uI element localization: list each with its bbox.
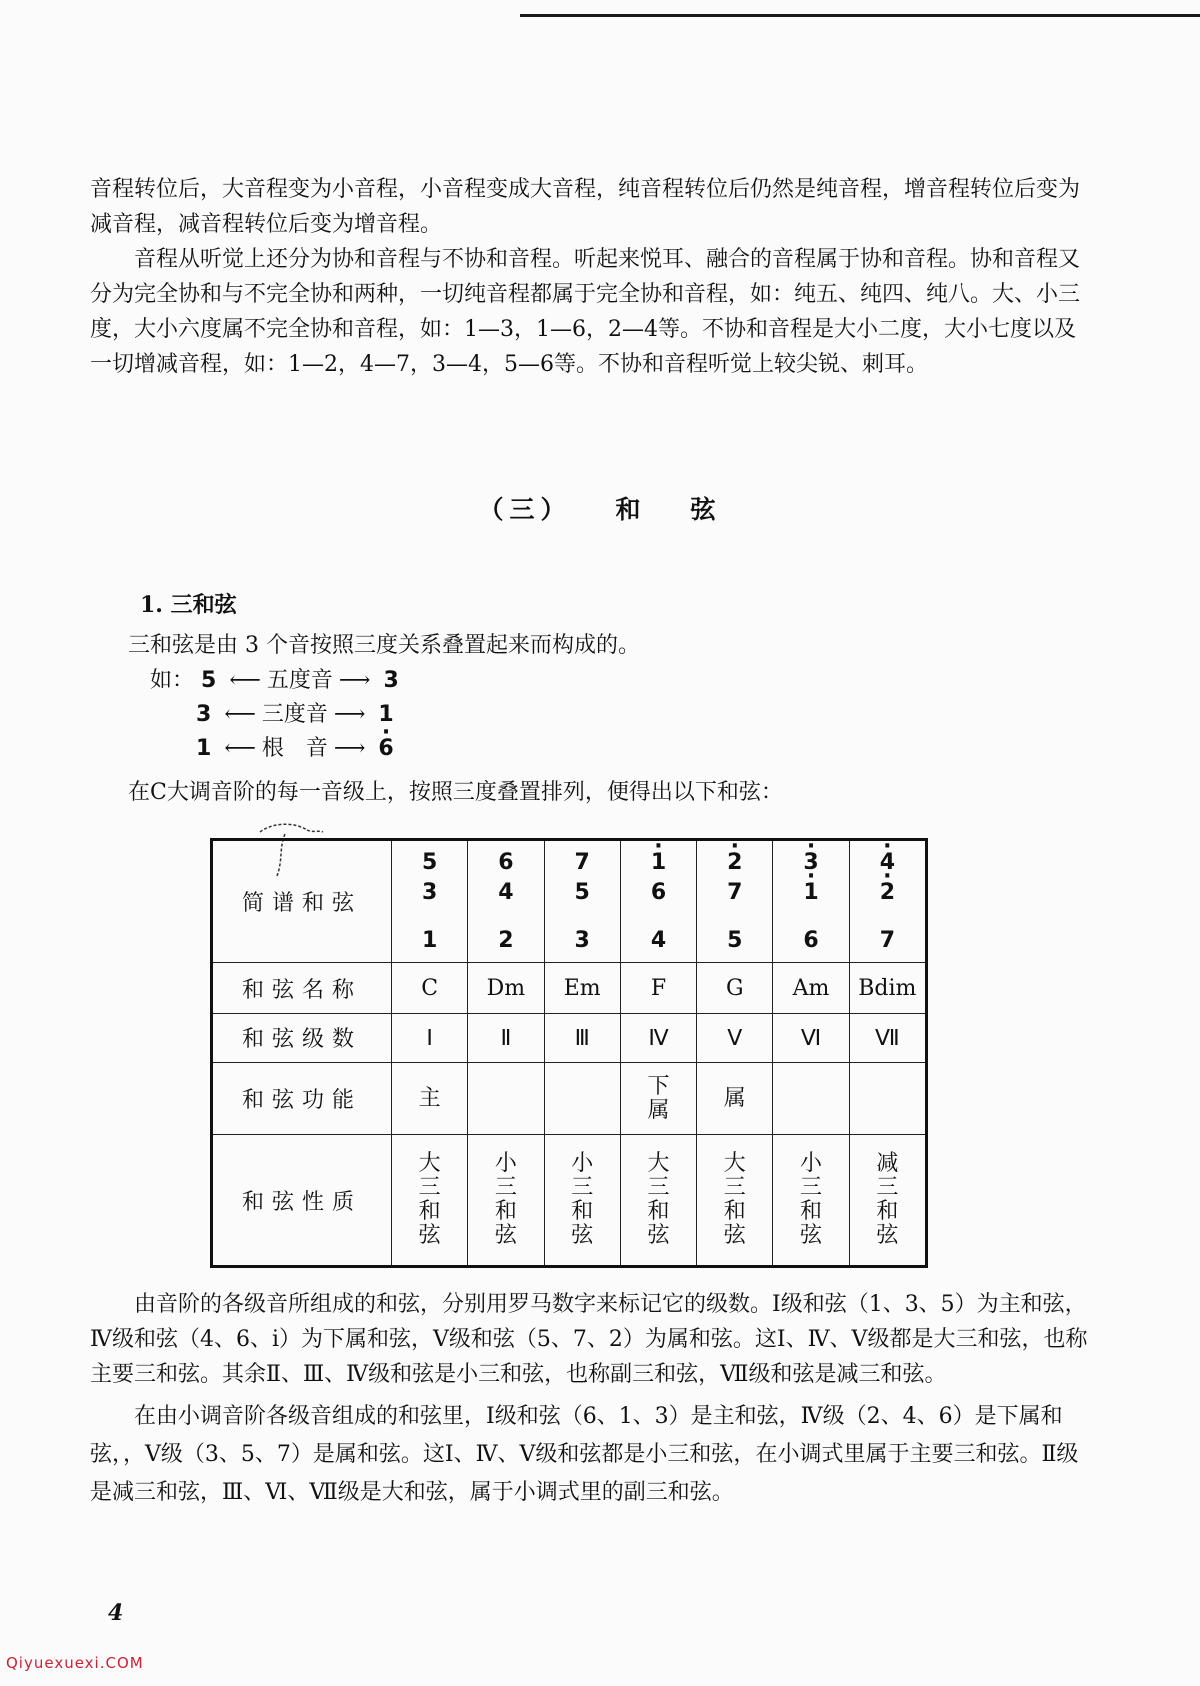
arrow-right-icon: ⟶: [338, 668, 371, 693]
subheading-triad: 1. 三和弦: [140, 592, 237, 618]
row-header: 和弦功能: [212, 1062, 392, 1135]
jianpu-bot: 7: [879, 927, 895, 953]
arrow-left-icon: ⟵: [229, 668, 261, 693]
arrow-right-icon: ⟶: [333, 702, 366, 727]
jianpu-chord: [544, 840, 620, 963]
page-number: 4: [108, 1600, 124, 1626]
jianpu-top: 5: [421, 849, 438, 875]
table-intro: 在C大调音阶的每一音级上，按照三度叠置排列，便得出以下和弦：: [128, 780, 783, 805]
chord-function: [544, 1062, 620, 1135]
jianpu-mid: 5: [574, 879, 590, 905]
paragraph-consonance: 音程从听觉上还分为协和音程与不协和音程。听起来悦耳、融合的音程属于协和音程。协和音程又分为完全协和与不完全协和两种，一切纯音程都属于完全协和音程，如：纯五、纯四、纯八。大、小三度，大小六度属不完全协和音程，如：1—3，1—6，2—4等。不协和音程是大小二度，大小七度以及一切增减音程，如：1—2，4—7，3—4，5—6等。不协和音程听觉上较尖锐、刺耳。: [90, 247, 1081, 377]
jianpu-mid: 4: [498, 879, 514, 905]
chord-name: G: [697, 963, 773, 1014]
example-right-note: · 6: [378, 736, 393, 761]
jianpu-chord: [392, 840, 468, 963]
row-degrees: [212, 1014, 927, 1063]
jianpu-chord: [620, 840, 696, 963]
row-jianpu: [212, 840, 927, 963]
jianpu-bot: 4: [650, 927, 667, 953]
jianpu-bot: 1: [421, 927, 438, 953]
jianpu-bot: 6: [803, 927, 819, 953]
example-right-note: 3: [383, 668, 399, 693]
watermark: Qiyuexuexi.COM: [6, 1654, 144, 1672]
chord-function: [849, 1062, 926, 1135]
chord-degree: Ⅲ: [544, 1014, 620, 1063]
paragraph-minor-chords: 在由小调音阶各级音组成的和弦里，Ⅰ级和弦（6、1、3）是主和弦，Ⅳ级（2、4、6）是下属和弦，，Ⅴ级（3、5、7）是属和弦。这Ⅰ、Ⅳ、Ⅴ级和弦都是小三和弦，在小调式里属于主要三和弦。Ⅱ级是减三和弦，Ⅲ、Ⅵ、Ⅶ级是大和弦，属于小调式里的副三和弦。: [90, 1404, 1079, 1505]
example-prefix: 如：: [150, 668, 195, 693]
chord-quality: 小三和弦: [468, 1135, 544, 1267]
chord-degree: Ⅵ: [773, 1014, 849, 1063]
chord-function: [468, 1062, 544, 1135]
jianpu-mid: 6: [650, 879, 667, 905]
example-label: 三度音: [261, 702, 328, 727]
example-left-note: 1: [196, 736, 212, 761]
example-row-3: [196, 731, 394, 762]
example-label: 五度音: [266, 668, 333, 693]
jianpu-top: 7: [574, 849, 590, 875]
jianpu-chord: [697, 840, 773, 963]
jianpu-mid: · 2: [880, 878, 895, 908]
chord-degree: Ⅱ: [468, 1014, 544, 1063]
chord-name: Am: [773, 963, 849, 1014]
row-header: 简谱和弦: [212, 840, 392, 963]
chord-name: C: [392, 963, 468, 1014]
section-word-2: 弦: [690, 495, 722, 524]
text-block-bottom: [90, 1287, 1090, 1512]
top-rule: [520, 14, 1200, 17]
example-label: 根 音: [261, 736, 328, 761]
chord-quality: 大三和弦: [620, 1135, 696, 1267]
chord-degree: Ⅶ: [849, 1014, 926, 1063]
arrow-left-icon: ⟵: [224, 736, 256, 761]
chord-function: 主: [392, 1062, 468, 1135]
jianpu-bot: 5: [727, 927, 743, 953]
jianpu-bot: 3: [574, 927, 590, 953]
jianpu-bot: 2: [498, 927, 514, 953]
arrow-left-icon: ⟵: [224, 702, 256, 727]
chord-degree: Ⅴ: [697, 1014, 773, 1063]
chord-table: [210, 838, 928, 1268]
chord-name: F: [620, 963, 696, 1014]
arrow-right-icon: ⟶: [333, 736, 366, 761]
row-qualities: [212, 1135, 927, 1267]
triad-definition: 三和弦是由 3 个音按照三度关系叠置起来而构成的。: [128, 633, 640, 658]
row-header: 和弦名称: [212, 963, 392, 1014]
chord-function: 下属: [620, 1062, 696, 1135]
row-functions: [212, 1062, 927, 1135]
jianpu-chord: [849, 840, 926, 963]
chord-name: Bdim: [849, 963, 926, 1014]
chord-function: 属: [697, 1062, 773, 1135]
row-names: [212, 963, 927, 1014]
section-word-1: 和: [615, 495, 647, 524]
jianpu-top: · 4: [880, 848, 895, 878]
example-right-note: 1: [378, 702, 394, 727]
example-row-2: [196, 697, 394, 728]
example-left-note: 5: [201, 668, 217, 693]
jianpu-chord: [468, 840, 544, 963]
paragraph-major-chords: 由音阶的各级音所组成的和弦，分别用罗马数字来标记它的级数。Ⅰ级和弦（1、3、5）为主和弦，Ⅳ级和弦（4、6、i）为下属和弦，Ⅴ级和弦（5、7、2）为属和弦。这Ⅰ、Ⅳ、Ⅴ级都是大三和弦，也称主要三和弦。其余Ⅱ、Ⅲ、Ⅳ级和弦是小三和弦，也称副三和弦，Ⅶ级和弦是减三和弦。: [90, 1292, 1088, 1387]
jianpu-mid: · 1: [803, 878, 818, 908]
text-block-top: [90, 172, 1090, 382]
row-header: 和弦级数: [212, 1014, 392, 1063]
jianpu-top: 6: [498, 849, 514, 875]
row-header: 和弦性质: [212, 1135, 392, 1267]
jianpu-mid: 7: [727, 879, 743, 905]
section-title: [0, 490, 1200, 526]
chord-quality: 小三和弦: [773, 1135, 849, 1267]
chord-function: [773, 1062, 849, 1135]
chord-quality: 大三和弦: [697, 1135, 773, 1267]
paragraph-inversion: 音程转位后，大音程变为小音程，小音程变成大音程，纯音程转位后仍然是纯音程，增音程转位后变为减音程，减音程转位后变为增音程。: [90, 177, 1081, 237]
chord-degree: Ⅰ: [392, 1014, 468, 1063]
example-left-note: 3: [196, 702, 212, 727]
chord-quality: 减三和弦: [849, 1135, 926, 1267]
chord-name: Em: [544, 963, 620, 1014]
jianpu-mid: 3: [421, 879, 438, 905]
chord-quality: 大三和弦: [392, 1135, 468, 1267]
chord-name: Dm: [468, 963, 544, 1014]
chord-degree: Ⅳ: [620, 1014, 696, 1063]
jianpu-top: · 1: [651, 848, 666, 878]
section-label: （三）: [478, 495, 572, 524]
chord-quality: 小三和弦: [544, 1135, 620, 1267]
jianpu-top: · 2: [727, 848, 742, 878]
jianpu-top: · 3: [803, 848, 818, 878]
jianpu-chord: [773, 840, 849, 963]
example-row-1: [150, 663, 399, 694]
